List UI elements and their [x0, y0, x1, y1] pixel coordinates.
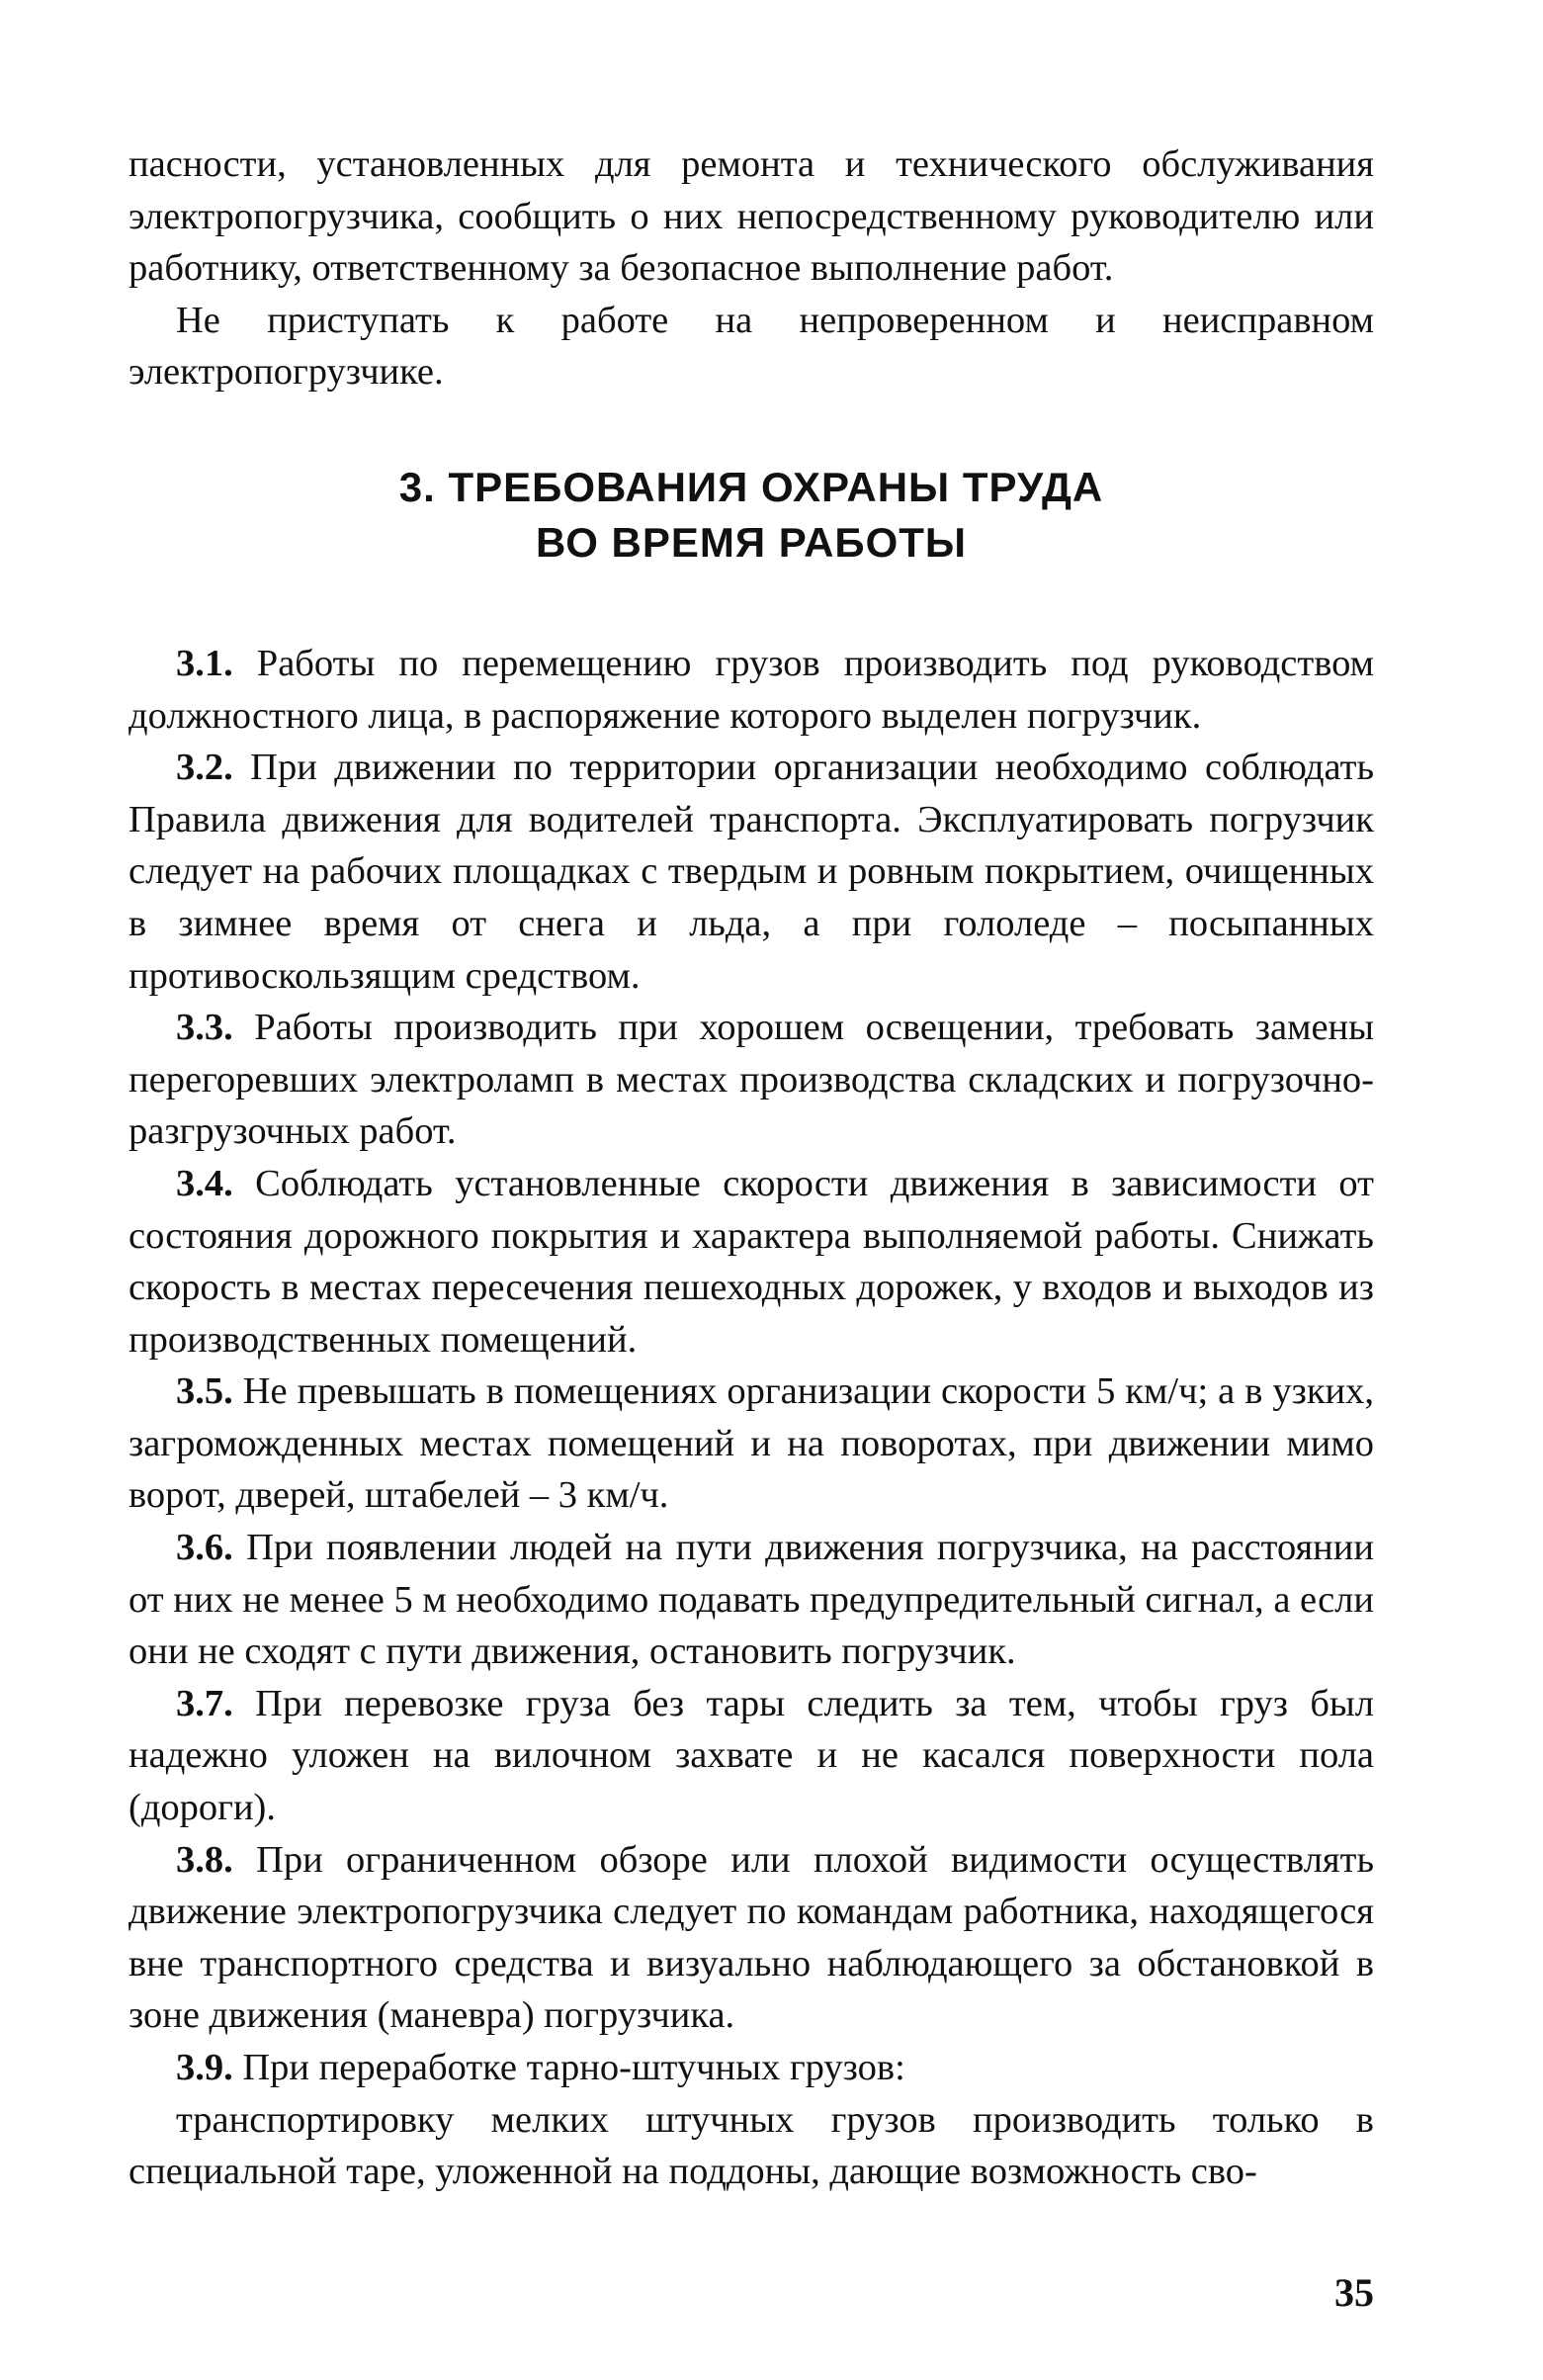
- clause-3-7: [129, 1678, 1374, 1834]
- clause-number: 3.4.: [176, 1162, 233, 1204]
- clause-number: 3.1.: [176, 642, 233, 684]
- clause-3-3: [129, 1002, 1374, 1158]
- paragraph-transport-small-loads: транспортировку мелких штучных грузов производить только в специальной таре, уложенной на поддоны, дающие возможность сво-: [129, 2098, 1374, 2193]
- section-heading: [129, 460, 1374, 571]
- clause-number: 3.8.: [176, 1838, 233, 1881]
- clause-3-1: [129, 638, 1374, 742]
- clause-number: 3.7.: [176, 1682, 233, 1724]
- clause-text: Не превышать в помещениях организации скорости 5 км/ч; а в узких, загроможденных местах помещений и на поворотах, при движении мимо ворот, дверей, штабелей – 3 км/ч.: [129, 1370, 1375, 1517]
- clause-3-5: [129, 1366, 1374, 1522]
- clause-number: 3.5.: [176, 1370, 233, 1413]
- paragraph-no-faulty-start: Не приступать к работе на непроверенном и неисправном электропогрузчике.: [129, 299, 1374, 394]
- section-heading-line-2: ВО ВРЕМЯ РАБОТЫ: [535, 518, 968, 566]
- page-number: 35: [1334, 2270, 1374, 2315]
- page-body: [129, 138, 1374, 2198]
- clause-number: 3.9.: [176, 2047, 233, 2088]
- clause-number: 3.6.: [176, 1527, 233, 1569]
- clause-text: При движении по территории организации необходимо соблюдать Правила движения для водителей транспорта. Эксплуатировать погрузчик следует на рабочих площадках с твердым и ровным покрытием, очищенных в зимнее время от снега и льда, а при гололеде – посыпанных противоскользящим средством.: [129, 747, 1375, 997]
- clause-text: При появлении людей на пути движения погрузчика, на расстоянии от них не менее 5 м необходимо подавать предупредительный сигнал, а если они не сходят с пути движения, остановить погрузчик.: [129, 1527, 1374, 1673]
- clause-text: Работы по перемещению грузов производить под руководством должностного лица, в распоряжение которого выделен погрузчик.: [129, 642, 1375, 737]
- clause-number: 3.3.: [176, 1007, 233, 1049]
- clause-3-8: [129, 1834, 1374, 2042]
- clause-3-2: [129, 742, 1374, 1002]
- paragraph-continued: пасности, установленных для ремонта и технического обслуживания электропогрузчика, сообщить о них непосредственному руководителю или работнику, ответственному за безопасное выполнение работ.: [129, 143, 1374, 290]
- clause-text: При ограниченном обзоре или плохой видимости осуществлять движение электропогрузчика следует по командам работника, находящегося вне транспортного средства и визуально наблюдающего за обстановкой в зоне движения (маневра) погрузчика.: [129, 1838, 1375, 2037]
- clause-text: При перевозке груза без тары следить за тем, чтобы груз был надежно уложен на вилочном захвате и не касался поверхности пола (дороги).: [129, 1682, 1374, 1829]
- clause-3-4: [129, 1158, 1374, 1366]
- section-heading-line-1: 3. ТРЕБОВАНИЯ ОХРАНЫ ТРУДА: [398, 463, 1104, 510]
- clause-text: При переработке тарно-штучных грузов:: [242, 2047, 905, 2088]
- clause-number: 3.2.: [176, 747, 233, 789]
- clause-text: Работы производить при хорошем освещении, требовать замены перегоревших электроламп в местах производства складских и погрузочно-разгрузочных работ.: [129, 1007, 1374, 1153]
- clause-3-6: [129, 1522, 1374, 1678]
- clause-text: Соблюдать установленные скорости движения в зависимости от состояния дорожного покрытия и характера выполняемой работы. Снижать скорость в местах пересечения пешеходных дорожек, у входов и выходов из производственных помещений.: [129, 1162, 1374, 1361]
- clause-3-9: [129, 2042, 1374, 2094]
